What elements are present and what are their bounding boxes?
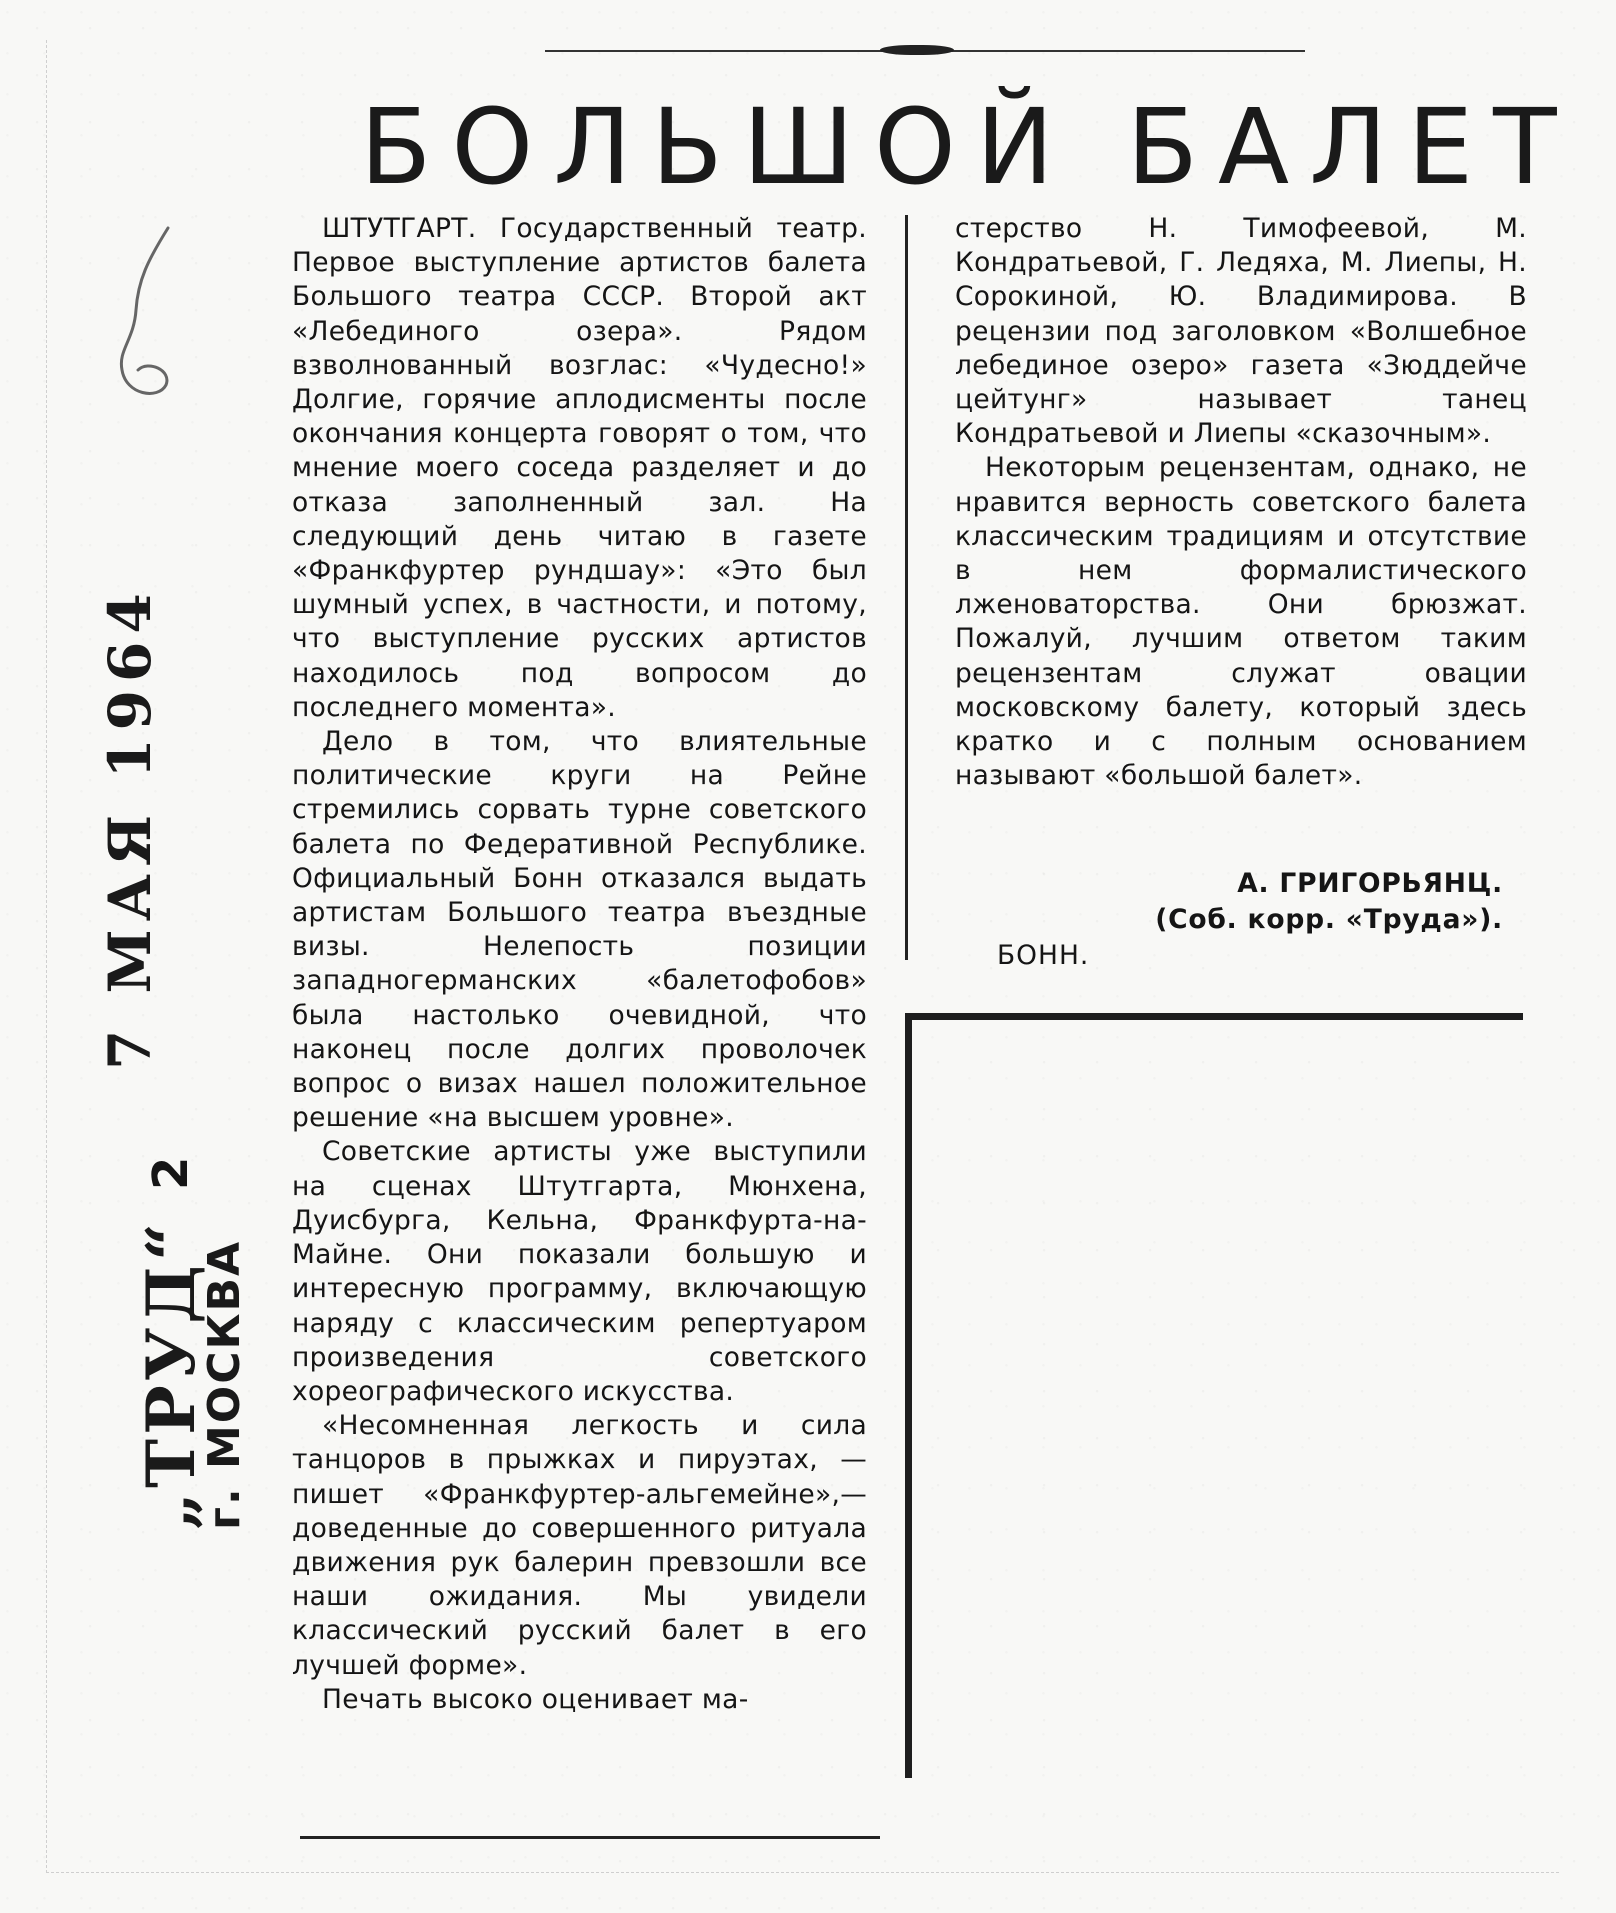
paragraph: Печать высоко оценивает ма-: [322, 1683, 749, 1715]
paragraph: Советские артисты уже выступили на сценах Штутгарта, Мюнхена, Дуисбурга, Кельна, Франкфурта-на-Майне. Они показали большую и интересную программу, включающую наряду с классическим репертуаром произведения советского хореографического искусства.: [292, 1136, 867, 1407]
bottom-rule: [300, 1836, 880, 1839]
stamp-city: г. МОСКВА: [199, 1239, 250, 1530]
stamp-number: 2: [143, 1156, 199, 1190]
column-divider: [905, 215, 908, 960]
box-rule-horizontal: [905, 1013, 1523, 1020]
headline: БОЛЬШОЙ БАЛЕТ: [360, 86, 1577, 208]
article-column-left: [292, 212, 867, 1717]
paragraph: Дело в том, что влиятельные политические круги на Рейне стремились сорвать турне советского балета по Федеративной Республике. Официальный Бонн отказался выдать артистам Большого театра въездные визы. Нелепость позиции западногерманских «балетофобов» была настолько очевидной, что наконец после долгих проволочек вопрос о визах нашел положительное решение «на высшем уровне».: [292, 726, 867, 1134]
dateline: БОНН.: [997, 940, 1090, 971]
article-column-right: [955, 212, 1527, 793]
byline: [1155, 866, 1503, 938]
paragraph: «Несомненная легкость и сила танцоров в прыжках и пируэтах, —пишет «Франкфуртер-альгемейне»,—доведенные до совершенного ритуала движения рук балерин превзошли все наши ожидания. Мы увидели классический русский балет в его лучшей форме».: [292, 1410, 867, 1681]
author-role: (Соб. корр. «Труда»).: [1155, 904, 1503, 935]
paragraph: ШТУТГАРТ. Государственный театр. Первое выступление артистов балета Большого театра СССР. Второй акт «Лебединого озера». Рядом взволнованный возглас: «Чудесно!» Долгие, горячие аплодисменты после окончания концерта говорят о том, что мнение моего соседа разделяет и до отказа заполненный зал. На следующий день читаю в газете «Франкфуртер рундшау»: «Это был шумный успех, в частности, и потому, что выступление русских артистов находилось под вопросом до последнего момента».: [292, 213, 867, 723]
paragraph: стерство Н. Тимофеевой, М. Кондратьевой, Г. Ледяха, М. Лиепы, Н. Сорокиной, Ю. Владимирова. В рецензии под заголовком «Волшебное лебединое озеро» газета «Зюддейче цейтунг» называет танец Кондратьевой и Лиепы «сказочным».: [955, 213, 1527, 450]
box-rule-vertical: [905, 1013, 912, 1778]
paragraph: Некоторым рецензентам, однако, не нравится верность советского балета классическим традициям и отсутствие в нем формалистического лженоваторства. Они брюзжат. Пожалуй, лучшим ответом таким рецензентам служат овации московскому балету, который здесь кратко и с полным основанием называют «большой балет».: [955, 452, 1527, 792]
stamp-date: 7 МАЯ 1964: [96, 585, 164, 1070]
newspaper-stamp: [132, 1219, 250, 1530]
handwritten-mark: [108, 220, 198, 420]
author-name: А. ГРИГОРЬЯНЦ.: [1237, 868, 1503, 899]
stamp-newspaper: „ТРУД“: [132, 1219, 210, 1530]
top-ornament: [880, 45, 954, 55]
